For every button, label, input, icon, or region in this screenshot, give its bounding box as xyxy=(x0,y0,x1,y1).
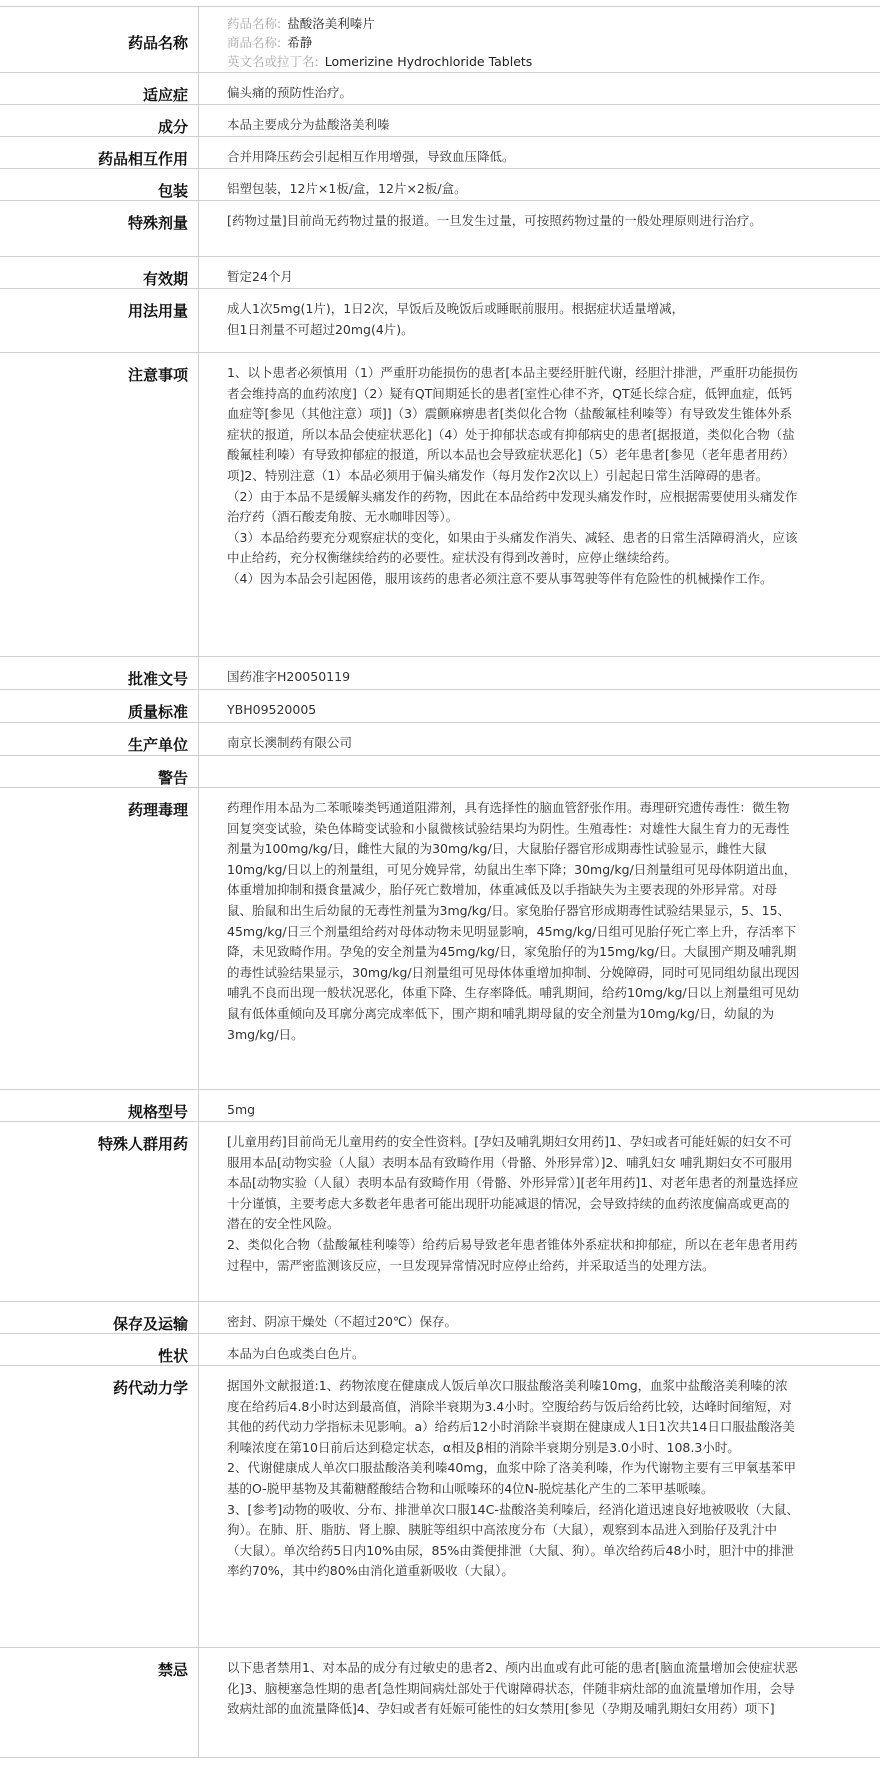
row-label: 警告 xyxy=(157,769,188,787)
row-value: 铝塑包装，12片×1板/盒，12片×2板/盒。 xyxy=(198,169,880,200)
dosage-line-1: 成人1次5mg(1片)，1日2次，早饭后及晚饭后或睡眠前服用。根据症状适量增减， xyxy=(227,301,685,316)
row-label: 药品相互作用 xyxy=(97,150,188,168)
generic-name-value: 盐酸洛美利嗪片 xyxy=(287,16,375,31)
row-contraindications xyxy=(0,1647,880,1758)
row-pharmacokinetics xyxy=(0,1365,880,1647)
row-toxicology xyxy=(0,787,880,1089)
row-value: 本品为白色或类白色片。 xyxy=(198,1334,880,1365)
row-label: 药理毒理 xyxy=(127,801,188,819)
row-indication xyxy=(0,72,880,104)
row-warning xyxy=(0,755,880,787)
pk-paragraph-2: 2、代谢健康成人单次口服盐酸洛美利嗪40mg，血浆中除了洛美利嗪，作为代谢物主要有三甲氧基苯甲基的O-脱甲基物及其葡糖醛酸结合物和山哌嗪环的4位N-脱烷基化产生的二苯甲基哌嗪。 xyxy=(227,1460,796,1496)
row-value xyxy=(198,353,880,656)
row-drug-name xyxy=(0,6,880,72)
row-label: 包装 xyxy=(157,182,188,200)
dosage-line-2: 但1日剂量不可超过20mg(4片)。 xyxy=(227,321,414,337)
english-name-value: Lomerizine Hydrochloride Tablets xyxy=(324,54,533,69)
row-precautions xyxy=(0,352,880,656)
row-value: 以下患者禁用1、对本品的成分有过敏史的患者2、颅内出血或有此可能的患者[脑血流量增加会使症状恶化]3、脑梗塞急性期的患者[急性期间病灶部处于代谢障碍状态，伴随非病灶部的血流量增加作用，会导致病灶部的血流量降低]4、孕妇或者有妊娠可能性的妇女禁用[参见（孕期及哺乳期妇女用药）项下] xyxy=(198,1648,880,1757)
row-dosage xyxy=(0,288,880,352)
row-special-groups xyxy=(0,1121,880,1301)
english-name-key: 英文名或拉丁名: xyxy=(227,54,319,69)
trade-name-value: 希静 xyxy=(287,35,313,50)
row-composition xyxy=(0,104,880,136)
row-manufacturer xyxy=(0,722,880,755)
row-label: 特殊人群用药 xyxy=(97,1135,188,1153)
pk-paragraph-1: 据国外文献报道:1、药物浓度在健康成人饭后单次口服盐酸洛美利嗪10mg，血浆中盐酸洛美利嗪的浓度在给药后4.8小时达到最高值，消除半衰期为3.4小时。空腹给药与饭后给药比较，达峰时间缩短，对其他的药代动力学指标未见影响。a）给药后12小时消除半衰期在健康成人1日1次共14日口服盐酸洛美利嗪浓度在第10日前后达到稳定状态，α相及β相的消除半衰期分别是3.0小时、108.3小时。 xyxy=(227,1378,795,1455)
row-standard xyxy=(0,689,880,722)
row-label: 用法用量 xyxy=(127,302,188,320)
precautions-paragraph-3: （3）本品给药要充分观察症状的变化，如果由于头痛发作消失、减轻、患者的日常生活障碍消火，应该中止给药，充分权衡继续给药的必要性。症状没有得到改善时，应停止继续给药。 xyxy=(227,529,798,566)
row-storage xyxy=(0,1301,880,1333)
trade-name-key: 商品名称: xyxy=(227,35,282,50)
special-groups-paragraph-2: 2、类似化合物（盐酸氟桂利嗪等）给药后易导致老年患者锥体外系症状和抑郁症，所以在老年患者用药过程中，需严密监测该反应，一旦发现异常情况时应停止给药，并采取适当的处理方法。 xyxy=(227,1236,798,1273)
row-approval xyxy=(0,656,880,689)
row-package xyxy=(0,168,880,200)
row-overdose xyxy=(0,200,880,256)
generic-name-key: 药品名称: xyxy=(227,16,282,31)
row-label: 保存及运输 xyxy=(112,1315,188,1333)
row-value xyxy=(198,289,880,352)
precautions-paragraph-2: （2）由于本品不是缓解头痛发作的药物，因此在本品给药中发现头痛发作时，应根据需要使用头痛发作治疗药（酒石酸麦角胺、无水咖啡因等）。 xyxy=(227,488,798,525)
row-value: 5mg xyxy=(198,1090,880,1121)
row-spec xyxy=(0,1089,880,1121)
row-value xyxy=(198,1122,880,1301)
row-label: 批准文号 xyxy=(127,670,188,688)
drug-name-values xyxy=(198,7,880,72)
pk-paragraph-3: 3、[参考]动物的吸收、分布、排泄单次口服14C-盐酸洛美利嗪后，经消化道迅速良好地被吸收（大鼠、狗）。在肺、肝、脂肪、肾上腺、胰脏等组织中高浓度分布（大鼠），观察到本品进入到胎仔及乳汁中（大鼠）。单次给药5日内10%由尿，85%由粪便排泄（大鼠、狗）。单次给药后48小时，胆汁中的排泄率约70%，其中约80%由消化道重新吸收（大鼠）。 xyxy=(227,1501,799,1579)
row-label: 有效期 xyxy=(142,270,188,288)
row-value: 偏头痛的预防性治疗。 xyxy=(198,73,880,104)
row-label: 成分 xyxy=(157,118,188,136)
row-value: 合并用降压药会引起相互作用增强，导致血压降低。 xyxy=(198,137,880,168)
row-value: 暂定24个月 xyxy=(198,257,880,288)
row-value xyxy=(198,1366,880,1647)
row-label: 适应症 xyxy=(142,86,188,104)
row-interactions xyxy=(0,136,880,168)
row-value: 南京长澳制药有限公司 xyxy=(198,723,880,755)
row-description xyxy=(0,1333,880,1365)
row-label: 禁忌 xyxy=(157,1661,188,1679)
precautions-paragraph-4: （4）因为本品会引起困倦，服用该药的患者必须注意不要从事驾驶等伴有危险性的机械操作工作。 xyxy=(227,570,773,586)
row-value: 本品主要成分为盐酸洛美利嗪 xyxy=(198,105,880,136)
row-value: 国药准字H20050119 xyxy=(198,657,880,689)
special-groups-paragraph-1: [儿童用药]目前尚无儿童用药的安全性资料。[孕妇及哺乳期妇女用药]1、孕妇或者可能妊娠的妇女不可服用本品[动物实验（人鼠）表明本品有致畸作用（骨骼、外形异常）]2、哺乳妇女 哺乳期妇女不可服用本品[动物实验（人鼠）表明本品有致畸作用（骨骼、外形异常）][老年用药]1、对老年患者的剂量选择应十分谨慎，主要考虑大多数老年患者可能出现肝功能减退的情况，会导致持续的血药浓度偏高或更高的潜在的安全性风险。 xyxy=(227,1134,799,1232)
row-label: 生产单位 xyxy=(127,736,188,754)
row-label: 药代动力学 xyxy=(112,1379,188,1397)
row-label: 药品名称 xyxy=(127,34,188,52)
row-value: 密封、阴凉干燥处（不超过20℃）保存。 xyxy=(198,1302,880,1333)
precautions-paragraph-1: 1、以卜患者必须慎用（1）严重肝功能损伤的患者[本品主要经肝脏代谢，经胆汁排泄，严重肝功能损伤者会维持高的血药浓度]（2）疑有QT间期延长的患者[室性心律不齐，QT延长综合症，低钾血症，低钙血症等[参见（其他注意）项]]（3）震颤麻痹患者[类似化合物（盐酸氟桂利嗪等）有导致发生锥体外系症状的报道，所以本品会使症状恶化]（4）处于抑郁状态或有抑郁病史的患者[据报道，类似化合物（盐酸氟桂利嗪）有导致抑郁症的报道，所以本品也会导致症状恶化]（5）老年患者[参见（老年患者用药）项]2、特别注意（1）本品必须用于偏头痛发作（每月发作2次以上）引起起日常生活障碍的患者。 xyxy=(227,365,798,483)
row-label: 性状 xyxy=(157,1347,188,1365)
row-label: 质量标准 xyxy=(127,703,188,721)
row-label: 特殊剂量 xyxy=(127,214,188,232)
row-validity xyxy=(0,256,880,288)
row-value: [药物过量]目前尚无药物过量的报道。一旦发生过量，可按照药物过量的一般处理原则进行治疗。 xyxy=(198,201,880,256)
row-value xyxy=(198,756,880,787)
row-value: YBH09520005 xyxy=(198,690,880,722)
row-value: 药理作用本品为二苯哌嗪类钙通道阻滞剂，具有选择性的脑血管舒张作用。毒理研究遗传毒性：微生物回复突变试验，染色体畸变试验和小鼠微核试验结果均为阴性。生殖毒性：对雄性大鼠生育力的无毒性剂量为100mg/kg/日，雌性大鼠的为30mg/kg/日，大鼠胎仔器官形成期毒性试验显示，雌性大鼠10mg/kg/日以上的剂量组，可见分娩异常，幼鼠出生率下降；30mg/kg/日剂量组可见母体阴道出血，体重增加抑制和摄食量减少，胎仔死亡数增加，体重减低及以手指缺失为主要表现的外形异常。对母鼠、胎鼠和出生后幼鼠的无毒性剂量为3mg/kg/日。家兔胎仔器官形成期毒性试验结果显示，5、15、45mg/kg/日三个剂量组给药对母体动物未见明显影响，45mg/kg/日组可见胎仔死亡率上升，存活率下降，未见致畸作用。孕兔的安全剂量为45mg/kg/日，家兔胎仔的为15mg/kg/日。大鼠围产期及哺乳期的毒性试验结果显示，30mg/kg/日剂量组可见母体体重增加抑制、分娩障碍，同时可见同组幼鼠出现因哺乳不良而出现一般状况恶化，体重下降、生存率降低。哺乳期间，给药10mg/kg/日以上剂量组可见幼鼠有低体重倾向及耳廓分离完成率低下，围产期和哺乳期母鼠的安全剂量为10mg/kg/日，幼鼠的为3mg/kg/日。 xyxy=(198,788,880,1089)
row-label: 注意事项 xyxy=(127,366,188,384)
row-label: 规格型号 xyxy=(127,1103,188,1121)
